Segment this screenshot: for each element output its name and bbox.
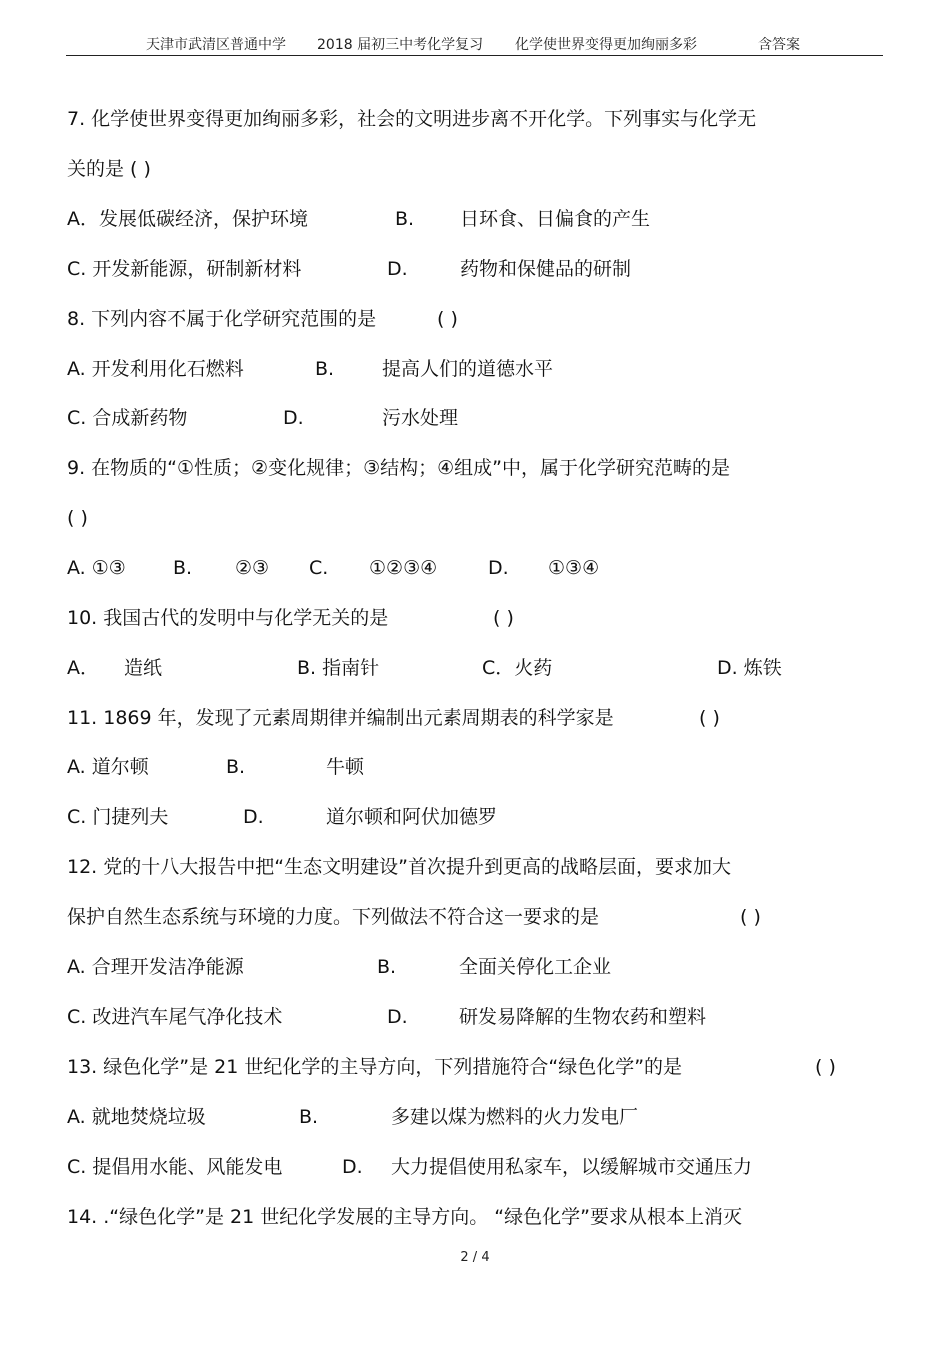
q12-option-d: 研发易降解的生物农药和塑料 (459, 1006, 707, 1028)
q10-answer-blank: ( ) (493, 607, 514, 629)
q8-option-a: A. 开发利用化石燃料 (67, 358, 244, 380)
q7-option-c: C. 开发新能源，研制新材料 (67, 258, 302, 280)
q7-option-b: 日环食、日偏食的产生 (460, 208, 651, 230)
q8-answer-blank: ( ) (437, 308, 458, 330)
q9-option-d: ①③④ (548, 557, 600, 579)
q8-option-d: 污水处理 (382, 407, 459, 429)
q9-option-c-letter: C. (309, 557, 329, 579)
q9-answer-blank: ( ) (67, 507, 88, 529)
q8-option-b: 提高人们的道德水平 (382, 358, 554, 380)
q9-option-b-letter: B. (173, 557, 193, 579)
q10-option-d: D. 炼铁 (717, 657, 782, 679)
q11-option-c: C. 门捷列夫 (67, 806, 169, 828)
q12-option-b: 全面关停化工企业 (459, 956, 612, 978)
header-divider (66, 55, 883, 56)
q12-option-d-letter: D. (387, 1006, 408, 1028)
q8-option-d-letter: D. (283, 407, 304, 429)
q13-option-c: C. 提倡用水能、风能发电 (67, 1156, 283, 1178)
q11-answer-blank: ( ) (699, 707, 720, 729)
q12-option-c: C. 改进汽车尾气净化技术 (67, 1006, 283, 1028)
q8-option-c: C. 合成新药物 (67, 407, 188, 429)
q7-option-d-letter: D. (387, 258, 408, 280)
q7-option-d: 药物和保健品的研制 (460, 258, 632, 280)
q9-option-b: ②③ (235, 557, 270, 579)
page-number: 2 / 4 (460, 1250, 490, 1265)
q9-option-c: ①②③④ (369, 557, 438, 579)
q11-option-b: 牛顿 (326, 756, 365, 778)
q10-option-a: 造纸 (124, 657, 163, 679)
q11-option-a: A. 道尔顿 (67, 756, 149, 778)
q11-option-d: 道尔顿和阿伏加德罗 (326, 806, 498, 828)
q11-option-b-letter: B. (226, 756, 246, 778)
q13-option-a: A. 就地焚烧垃圾 (67, 1106, 206, 1128)
q10-option-a-letter: A． (67, 657, 99, 679)
q12-option-a: A. 合理开发洁净能源 (67, 956, 244, 978)
header-note: 含答案 (758, 37, 800, 53)
q13-option-d-letter: D. (342, 1156, 363, 1178)
q9-option-a: A. ①③ (67, 557, 126, 579)
q10-option-c: C．火药 (482, 657, 553, 679)
q11-option-d-letter: D. (243, 806, 264, 828)
q8-option-b-letter: B. (315, 358, 335, 380)
page-header (0, 34, 950, 54)
q13-option-d: 大力提倡使用私家车，以缓解城市交通压力 (391, 1156, 753, 1178)
q10-option-b: B. 指南针 (297, 657, 380, 679)
header-topic: 化学使世界变得更加绚丽多彩 (515, 37, 697, 53)
q13-answer-blank: ( ) (815, 1056, 836, 1078)
q7-option-b-letter: B. (395, 208, 415, 230)
q9-option-d-letter: D. (488, 557, 509, 579)
q7-option-a: A．发展低碳经济，保护环境 (67, 208, 308, 230)
header-course: 2018 届初三中考化学复习 (317, 37, 484, 53)
header-school: 天津市武清区普通中学 (146, 37, 286, 53)
q12-option-b-letter: B. (377, 956, 397, 978)
q13-option-b: 多建以煤为燃料的火力发电厂 (391, 1106, 639, 1128)
q13-option-b-letter: B. (299, 1106, 319, 1128)
q12-answer-blank: ( ) (740, 906, 761, 928)
